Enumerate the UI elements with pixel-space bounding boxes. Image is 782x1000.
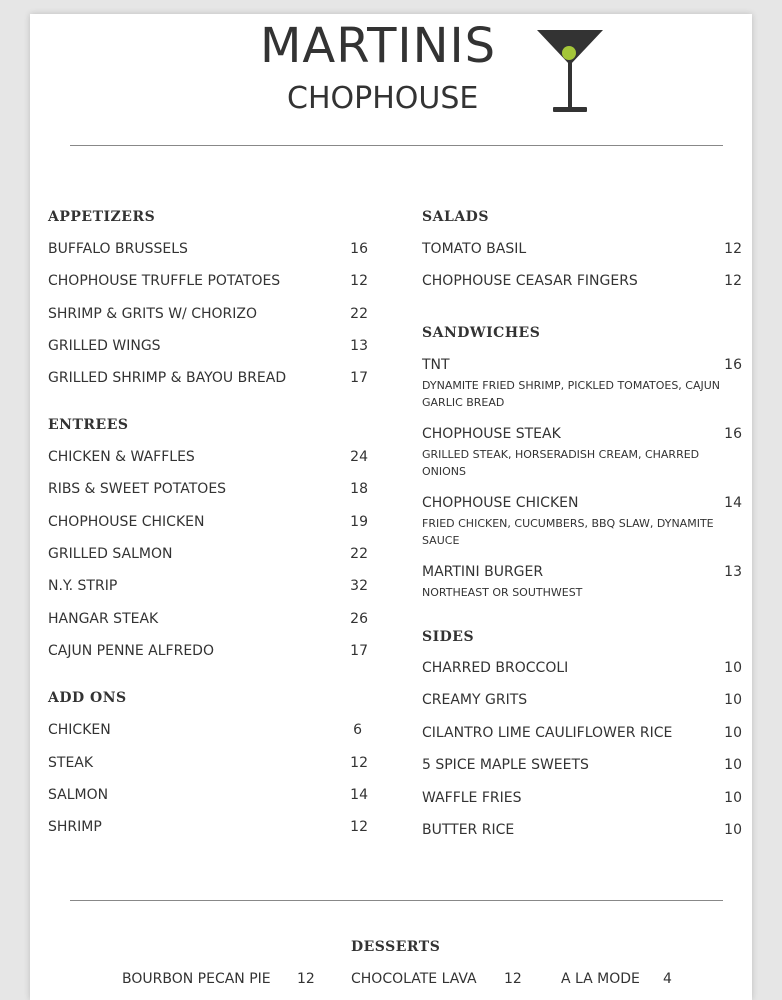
martini-glass-icon bbox=[535, 27, 605, 115]
menu-item-price: 10 bbox=[724, 725, 742, 741]
menu-item-price: 6 bbox=[353, 722, 362, 738]
menu-item-name: RIBS & SWEET POTATOES bbox=[48, 481, 227, 497]
menu-item-name: GRILLED WINGS bbox=[48, 338, 161, 354]
section-title-addons: ADD ONS bbox=[48, 690, 127, 706]
menu-item-price: 18 bbox=[350, 481, 368, 497]
menu-item-name: WAFFLE FRIES bbox=[422, 790, 522, 806]
menu-item-price: 22 bbox=[350, 306, 368, 322]
menu-item-name: SALMON bbox=[48, 787, 109, 803]
menu-item-name: CHICKEN & WAFFLES bbox=[48, 449, 195, 465]
dessert-item-price: 12 bbox=[504, 971, 522, 987]
menu-item-price: 16 bbox=[724, 426, 742, 442]
menu-item-price: 32 bbox=[350, 578, 368, 594]
menu-item-price: 24 bbox=[350, 449, 368, 465]
section-title-appetizers: APPETIZERS bbox=[48, 209, 156, 225]
menu-item-name: CHOPHOUSE CEASAR FINGERS bbox=[422, 273, 638, 289]
brand-subtitle: CHOPHOUSE bbox=[287, 81, 479, 116]
menu-item-name: CILANTRO LIME CAULIFLOWER RICE bbox=[422, 725, 673, 741]
menu-page bbox=[30, 14, 752, 1000]
menu-item-price: 14 bbox=[350, 787, 368, 803]
menu-item-price: 12 bbox=[724, 241, 742, 257]
section-title-sides: SIDES bbox=[422, 629, 475, 645]
menu-item-price: 12 bbox=[350, 819, 368, 835]
menu-item-name: SHRIMP & GRITS W/ CHORIZO bbox=[48, 306, 258, 322]
menu-item-price: 12 bbox=[350, 755, 368, 771]
menu-item-name: CHOPHOUSE CHICKEN bbox=[422, 495, 579, 511]
section-title-desserts: DESSERTS bbox=[351, 939, 441, 955]
footer-divider bbox=[70, 900, 723, 901]
menu-item-name: STEAK bbox=[48, 755, 94, 771]
dessert-item-name: A LA MODE bbox=[561, 971, 640, 987]
menu-item-description: GRILLED STEAK, HORSERADISH CREAM, CHARRED ONIONS bbox=[422, 448, 700, 478]
menu-item-price: 10 bbox=[724, 660, 742, 676]
menu-item-name: CHOPHOUSE STEAK bbox=[422, 426, 561, 442]
menu-item-name: GRILLED SHRIMP & BAYOU BREAD bbox=[48, 370, 287, 386]
dessert-item-price: 4 bbox=[663, 971, 672, 987]
menu-item-price: 16 bbox=[350, 241, 368, 257]
menu-item-name: CHOPHOUSE CHICKEN bbox=[48, 514, 205, 530]
menu-item-name: TOMATO BASIL bbox=[422, 241, 527, 257]
menu-item-name: HANGAR STEAK bbox=[48, 611, 159, 627]
menu-item-name: MARTINI BURGER bbox=[422, 564, 544, 580]
olive-icon bbox=[562, 46, 576, 60]
menu-item-price: 10 bbox=[724, 757, 742, 773]
brand-name: MARTINIS bbox=[260, 18, 497, 74]
menu-item-price: 19 bbox=[350, 514, 368, 530]
menu-item-price: 13 bbox=[350, 338, 368, 354]
menu-item-name: BUFFALO BRUSSELS bbox=[48, 241, 188, 257]
menu-item-name: N.Y. STRIP bbox=[48, 578, 118, 594]
menu-item-name: SHRIMP bbox=[48, 819, 102, 835]
dessert-item-name: BOURBON PECAN PIE bbox=[122, 971, 271, 987]
menu-item-price: 10 bbox=[724, 692, 742, 708]
menu-item-price: 10 bbox=[724, 822, 742, 838]
menu-item-price: 26 bbox=[350, 611, 368, 627]
menu-item-name: BUTTER RICE bbox=[422, 822, 515, 838]
menu-item-name: 5 SPICE MAPLE SWEETS bbox=[422, 757, 589, 773]
section-title-entrees: ENTREES bbox=[48, 417, 129, 433]
menu-item-price: 22 bbox=[350, 546, 368, 562]
menu-item-name: CHOPHOUSE TRUFFLE POTATOES bbox=[48, 273, 281, 289]
menu-item-name: CHARRED BROCCOLI bbox=[422, 660, 569, 676]
menu-item-name: TNT bbox=[422, 357, 450, 373]
menu-item-price: 12 bbox=[724, 273, 742, 289]
menu-item-description: DYNAMITE FRIED SHRIMP, PICKLED TOMATOES, CAJUN GARLIC BREAD bbox=[422, 379, 721, 409]
dessert-item-name: CHOCOLATE LAVA bbox=[351, 971, 477, 987]
section-title-sandwiches: SANDWICHES bbox=[422, 325, 541, 341]
menu-item-description: FRIED CHICKEN, CUCUMBERS, BBQ SLAW, DYNAMITE SAUCE bbox=[422, 517, 714, 547]
menu-item-price: 10 bbox=[724, 790, 742, 806]
menu-item-price: 17 bbox=[350, 370, 368, 386]
menu-item-name: CHICKEN bbox=[48, 722, 111, 738]
menu-item-price: 16 bbox=[724, 357, 742, 373]
menu-item-price: 13 bbox=[724, 564, 742, 580]
menu-item-price: 17 bbox=[350, 643, 368, 659]
menu-item-price: 12 bbox=[350, 273, 368, 289]
menu-item-name: CAJUN PENNE ALFREDO bbox=[48, 643, 214, 659]
section-title-salads: SALADS bbox=[422, 209, 489, 225]
menu-item-description: NORTHEAST OR SOUTHWEST bbox=[422, 586, 583, 599]
menu-item-name: GRILLED SALMON bbox=[48, 546, 173, 562]
header-divider bbox=[70, 145, 723, 146]
menu-item-name: CREAMY GRITS bbox=[422, 692, 528, 708]
glass-base bbox=[553, 107, 587, 112]
dessert-item-price: 12 bbox=[297, 971, 315, 987]
menu-item-price: 14 bbox=[724, 495, 742, 511]
glass-stem bbox=[568, 63, 572, 109]
